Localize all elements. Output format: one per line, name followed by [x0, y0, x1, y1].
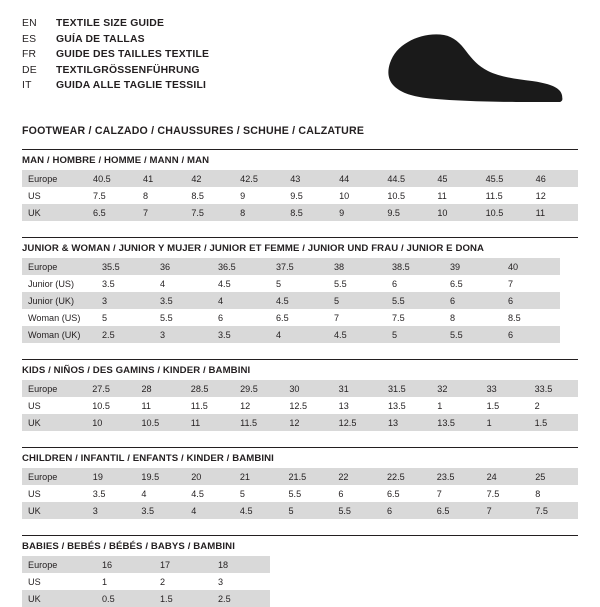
size-cell: 11 [431, 187, 479, 204]
language-row [22, 32, 209, 48]
row-label: US [22, 485, 87, 502]
row-label: UK [22, 204, 87, 221]
size-cell: 6 [502, 292, 560, 309]
language-row [22, 78, 209, 94]
size-cell: 6 [381, 502, 431, 519]
size-cell: 11 [530, 204, 578, 221]
size-cell: 0.5 [96, 590, 154, 607]
language-row [22, 16, 209, 32]
size-cell: 1.5 [481, 397, 529, 414]
language-code: EN [22, 18, 37, 29]
size-cell: 3.5 [135, 502, 185, 519]
table-row [22, 258, 560, 275]
size-cell: 5.5 [154, 309, 212, 326]
size-cell: 8 [234, 204, 284, 221]
table-row [22, 326, 560, 343]
size-cell: 12.5 [333, 414, 382, 431]
size-cell: 40.5 [87, 170, 137, 187]
size-cell: 11.5 [185, 397, 234, 414]
size-cell: 33 [481, 380, 529, 397]
size-cell: 46 [530, 170, 578, 187]
table-row [22, 275, 560, 292]
size-cell: 6 [386, 275, 444, 292]
size-cell: 7.5 [87, 187, 137, 204]
size-cell: 5.5 [444, 326, 502, 343]
size-cell: 2.5 [212, 590, 270, 607]
size-cell: 3 [96, 292, 154, 309]
size-cell: 10 [333, 187, 381, 204]
size-cell: 9 [234, 187, 284, 204]
size-cell: 3.5 [96, 275, 154, 292]
size-cell: 1.5 [529, 414, 578, 431]
size-cell: 20 [185, 468, 234, 485]
size-cell: 8 [444, 309, 502, 326]
size-cell: 8 [529, 485, 578, 502]
size-cell: 7.5 [481, 485, 530, 502]
size-group [22, 237, 578, 343]
size-cell: 7.5 [529, 502, 578, 519]
size-cell: 42 [185, 170, 234, 187]
size-cell: 44 [333, 170, 381, 187]
size-cell: 9.5 [284, 187, 333, 204]
group-title: MAN / HOMBRE / HOMME / MANN / MAN [22, 155, 210, 166]
size-cell: 6.5 [270, 309, 328, 326]
size-cell: 4 [270, 326, 328, 343]
language-title: TEXTILE SIZE GUIDE [56, 18, 165, 29]
row-label: Junior (UK) [22, 292, 96, 309]
size-tables [22, 149, 578, 607]
size-cell: 19 [87, 468, 136, 485]
size-cell: 38.5 [386, 258, 444, 275]
row-label: Europe [22, 258, 96, 275]
size-cell: 7 [481, 502, 530, 519]
size-cell: 29.5 [234, 380, 283, 397]
size-cell: 31.5 [382, 380, 431, 397]
size-cell: 4.5 [328, 326, 386, 343]
size-cell: 10 [431, 204, 479, 221]
size-cell: 18 [212, 556, 270, 573]
size-cell: 39 [444, 258, 502, 275]
size-cell: 11 [185, 414, 234, 431]
table-row [22, 309, 560, 326]
language-title: GUÍA DE TALLAS [56, 33, 145, 45]
size-cell: 5 [386, 326, 444, 343]
size-cell: 3 [212, 573, 270, 590]
size-cell: 33.5 [529, 380, 578, 397]
row-label: Woman (US) [22, 309, 96, 326]
language-row [22, 47, 209, 63]
language-row [22, 63, 209, 79]
size-cell: 6 [332, 485, 381, 502]
row-label: UK [22, 590, 96, 607]
size-group [22, 359, 578, 431]
language-code: FR [22, 49, 37, 61]
size-cell: 7 [137, 204, 185, 221]
table-row [22, 573, 270, 590]
size-cell: 5 [234, 485, 283, 502]
row-label: US [22, 397, 86, 414]
size-cell: 40 [502, 258, 560, 275]
size-cell: 5.5 [328, 275, 386, 292]
size-cell: 8.5 [502, 309, 560, 326]
size-cell: 10 [86, 414, 135, 431]
size-cell: 41 [137, 170, 185, 187]
size-group [22, 535, 578, 607]
size-cell: 5 [96, 309, 154, 326]
size-cell: 13.5 [431, 414, 480, 431]
row-label: Woman (UK) [22, 326, 96, 343]
size-cell: 19.5 [135, 468, 185, 485]
size-cell: 5.5 [332, 502, 381, 519]
size-cell: 22.5 [381, 468, 431, 485]
size-cell: 13.5 [382, 397, 431, 414]
table-row [22, 502, 578, 519]
size-table [22, 468, 578, 519]
size-cell: 10.5 [86, 397, 135, 414]
size-cell: 12.5 [283, 397, 332, 414]
language-code: DE [22, 64, 37, 76]
group-title: JUNIOR & WOMAN / JUNIOR Y MUJER / JUNIOR ET FEMME / JUNIOR UND FRAU / JUNIOR E DONA [22, 243, 485, 254]
size-cell: 1 [481, 414, 529, 431]
row-label: US [22, 573, 96, 590]
language-title: GUIDE DES TAILLES TEXTILE [56, 49, 210, 61]
size-cell: 45 [431, 170, 479, 187]
size-cell: 4 [135, 485, 185, 502]
size-cell: 8.5 [284, 204, 333, 221]
size-cell: 7 [431, 485, 481, 502]
table-row [22, 170, 578, 187]
row-label: US [22, 187, 87, 204]
row-label: Europe [22, 556, 96, 573]
size-cell: 6 [444, 292, 502, 309]
size-cell: 45.5 [480, 170, 530, 187]
size-cell: 28 [135, 380, 184, 397]
size-cell: 12 [283, 414, 332, 431]
size-cell: 5 [283, 502, 333, 519]
size-table [22, 380, 578, 431]
size-cell: 4 [154, 275, 212, 292]
size-cell: 6.5 [381, 485, 431, 502]
size-cell: 28.5 [185, 380, 234, 397]
size-cell: 5.5 [283, 485, 333, 502]
size-table [22, 170, 578, 221]
size-cell: 21 [234, 468, 283, 485]
size-cell: 9 [333, 204, 381, 221]
size-group [22, 447, 578, 519]
size-cell: 3.5 [154, 292, 212, 309]
size-cell: 6.5 [87, 204, 137, 221]
size-cell: 25 [529, 468, 578, 485]
table-row [22, 397, 578, 414]
size-cell: 10.5 [381, 187, 431, 204]
size-table [22, 258, 560, 343]
size-cell: 5 [328, 292, 386, 309]
size-cell: 17 [154, 556, 212, 573]
size-cell: 6.5 [431, 502, 481, 519]
table-row [22, 468, 578, 485]
size-cell: 38 [328, 258, 386, 275]
table-row [22, 556, 270, 573]
row-label: Europe [22, 380, 86, 397]
table-row [22, 590, 270, 607]
size-cell: 24 [481, 468, 530, 485]
size-cell: 8.5 [185, 187, 234, 204]
size-cell: 9.5 [381, 204, 431, 221]
size-cell: 44.5 [381, 170, 431, 187]
size-cell: 2 [529, 397, 578, 414]
category-title: FOOTWEAR / CALZADO / CHAUSSURES / SCHUHE / CALZATURE [22, 125, 365, 137]
size-cell: 3.5 [87, 485, 136, 502]
language-title-list [22, 16, 209, 94]
size-cell: 3 [154, 326, 212, 343]
size-cell: 4.5 [185, 485, 234, 502]
page-header [22, 16, 578, 110]
size-cell: 11.5 [480, 187, 530, 204]
row-label: Europe [22, 170, 87, 187]
size-cell: 5.5 [386, 292, 444, 309]
table-row [22, 485, 578, 502]
size-cell: 23.5 [431, 468, 481, 485]
size-cell: 36.5 [212, 258, 270, 275]
size-cell: 4 [185, 502, 234, 519]
size-cell: 6.5 [444, 275, 502, 292]
size-cell: 13 [382, 414, 431, 431]
row-label: UK [22, 502, 87, 519]
size-cell: 7 [502, 275, 560, 292]
size-cell: 32 [431, 380, 480, 397]
size-cell: 3.5 [212, 326, 270, 343]
group-title: CHILDREN / INFANTIL / ENFANTS / KINDER / BAMBINI [22, 453, 274, 464]
size-cell: 37.5 [270, 258, 328, 275]
size-cell: 1 [96, 573, 154, 590]
table-row [22, 187, 578, 204]
size-cell: 1 [431, 397, 480, 414]
size-cell: 8 [137, 187, 185, 204]
size-cell: 4 [212, 292, 270, 309]
table-row [22, 204, 578, 221]
size-cell: 7.5 [386, 309, 444, 326]
size-table [22, 556, 270, 607]
size-cell: 10.5 [135, 414, 184, 431]
size-cell: 6 [212, 309, 270, 326]
size-cell: 4.5 [270, 292, 328, 309]
table-row [22, 380, 578, 397]
size-cell: 6 [502, 326, 560, 343]
size-cell: 16 [96, 556, 154, 573]
size-cell: 36 [154, 258, 212, 275]
size-cell: 5 [270, 275, 328, 292]
size-cell: 13 [333, 397, 382, 414]
size-cell: 10.5 [480, 204, 530, 221]
size-cell: 7 [328, 309, 386, 326]
row-label: UK [22, 414, 86, 431]
language-code: ES [22, 33, 37, 45]
table-row [22, 414, 578, 431]
language-code: IT [22, 80, 32, 92]
size-cell: 1.5 [154, 590, 212, 607]
size-cell: 3 [87, 502, 136, 519]
size-cell: 22 [332, 468, 381, 485]
size-cell: 4.5 [234, 502, 283, 519]
dress-shoe-icon [374, 30, 564, 110]
size-group [22, 149, 578, 221]
size-cell: 11.5 [234, 414, 283, 431]
group-title: BABIES / BEBÉS / BÉBÉS / BABYS / BAMBINI [22, 541, 235, 552]
size-cell: 43 [284, 170, 333, 187]
language-title: GUIDA ALLE TAGLIE TESSILI [56, 80, 207, 92]
size-cell: 4.5 [212, 275, 270, 292]
language-title: TEXTILGRÖSSENFÜHRUNG [56, 64, 200, 76]
size-cell: 12 [530, 187, 578, 204]
size-cell: 42.5 [234, 170, 284, 187]
table-row [22, 292, 560, 309]
size-cell: 7.5 [185, 204, 234, 221]
size-cell: 27.5 [86, 380, 135, 397]
group-title: KIDS / NIÑOS / DES GAMINS / KINDER / BAMBINI [22, 365, 251, 376]
size-cell: 21.5 [283, 468, 333, 485]
size-cell: 2 [154, 573, 212, 590]
size-cell: 11 [135, 397, 184, 414]
row-label: Junior (US) [22, 275, 96, 292]
size-cell: 31 [333, 380, 382, 397]
size-cell: 12 [234, 397, 283, 414]
row-label: Europe [22, 468, 87, 485]
size-cell: 35.5 [96, 258, 154, 275]
size-cell: 30 [283, 380, 332, 397]
size-cell: 2.5 [96, 326, 154, 343]
